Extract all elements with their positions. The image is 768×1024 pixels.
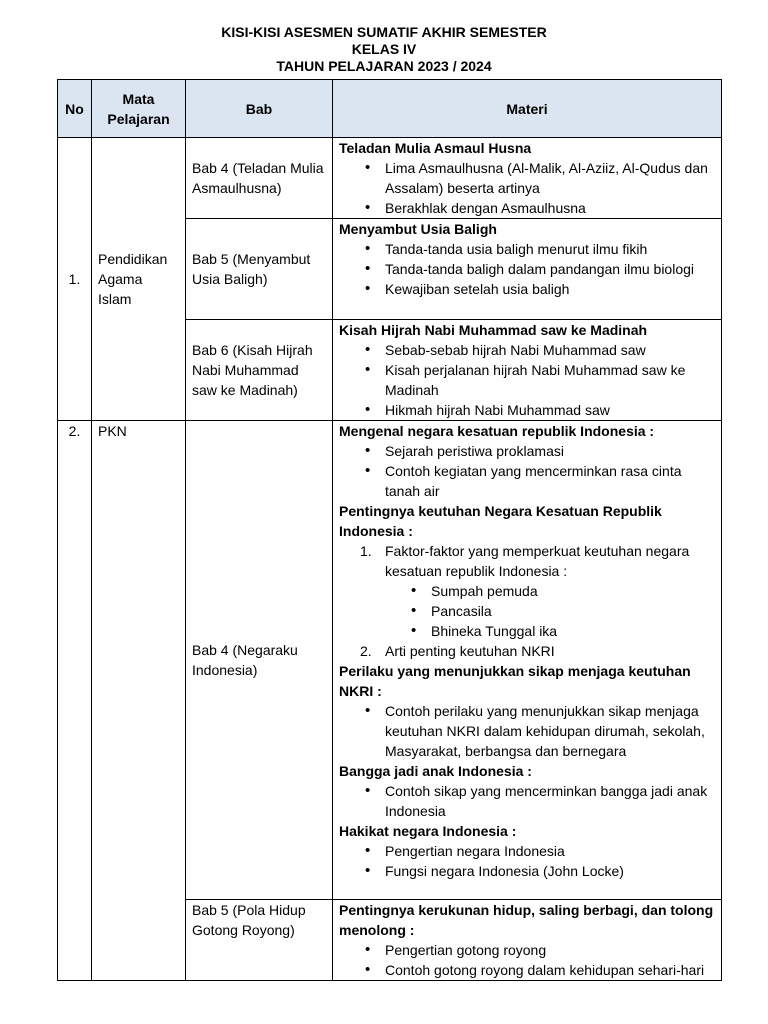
bab-cell: Bab 6 (Kisah Hijrah Nabi Muhammad saw ke Madinah) <box>186 320 333 421</box>
materi-heading: Bangga jadi anak Indonesia : <box>339 763 532 779</box>
list-item: • Contoh perilaku yang menunjukkan sikap menjaga keutuhan NKRI dalam kehidupan dirumah, sekolah, Masyarakat, berbangsa dan bernegara <box>339 701 715 761</box>
materi-cell <box>333 219 722 320</box>
list-item: • Pengertian gotong royong <box>339 940 715 960</box>
list-number: 2. <box>360 643 372 659</box>
sub-list-wrapper <box>339 581 715 641</box>
document-title <box>0 24 768 75</box>
materi-heading: Hakikat negara Indonesia : <box>339 823 517 839</box>
list-item: • Bhineka Tunggal ika <box>339 621 715 641</box>
list-item: • Sebab-sebab hijrah Nabi Muhammad saw <box>339 340 715 360</box>
materi-list <box>339 239 715 299</box>
list-item <box>339 541 715 581</box>
bab-cell: Bab 5 (Pola Hidup Gotong Royong) <box>186 900 333 981</box>
table-header-row <box>58 80 722 138</box>
bab-cell: Bab 5 (Menyambut Usia Baligh) <box>186 219 333 320</box>
title-line-1: KISI-KISI ASESMEN SUMATIF AKHIR SEMESTER <box>221 24 547 40</box>
title-line-2: KELAS IV <box>351 41 417 57</box>
materi-sub-list <box>339 581 715 641</box>
materi-heading: Pentingnya keutuhan Negara Kesatuan Republik Indonesia : <box>339 503 662 539</box>
row-number: 1. <box>58 138 92 421</box>
materi-heading: Pentingnya kerukunan hidup, saling berbagi, dan tolong menolong : <box>339 902 714 938</box>
materi-list <box>339 781 715 821</box>
list-item: • Kisah perjalanan hijrah Nabi Muhammad saw ke Madinah <box>339 360 715 400</box>
list-item: • Sumpah pemuda <box>339 581 715 601</box>
materi-heading: Teladan Mulia Asmaul Husna <box>339 140 532 156</box>
materi-list <box>339 841 715 881</box>
list-item: • Contoh gotong royong dalam kehidupan sehari-hari <box>339 960 715 980</box>
table-row <box>58 421 722 900</box>
list-item: • Pengertian negara Indonesia <box>339 841 715 861</box>
list-item-text: Arti penting keutuhan NKRI <box>385 643 555 659</box>
subject-cell: Pendidikan Agama Islam <box>92 138 186 421</box>
list-item: • Hikmah hijrah Nabi Muhammad saw <box>339 400 715 420</box>
materi-list <box>339 940 715 980</box>
materi-heading: Mengenal negara kesatuan republik Indonesia : <box>339 423 655 439</box>
bab-cell: Bab 4 (Negaraku Indonesia) <box>186 421 333 900</box>
materi-list <box>339 340 715 420</box>
bab-cell: Bab 4 (Teladan Mulia Asmaulhusna) <box>186 138 333 219</box>
spacer <box>339 881 715 899</box>
header-no: No <box>58 80 92 138</box>
materi-list <box>339 701 715 761</box>
list-number: 1. <box>360 543 372 559</box>
materi-cell <box>333 320 722 421</box>
materi-cell <box>333 421 722 900</box>
list-item <box>339 641 715 661</box>
header-mata-pelajaran: Mata Pelajaran <box>92 80 186 138</box>
list-item-text: Faktor-faktor yang memperkuat keutuhan negara kesatuan republik Indonesia : <box>385 543 690 579</box>
list-item: • Tanda-tanda baligh dalam pandangan ilmu biologi <box>339 259 715 279</box>
materi-cell <box>333 138 722 219</box>
header-materi: Materi <box>333 80 722 138</box>
list-item: • Berakhlak dengan Asmaulhusna <box>339 198 715 218</box>
materi-cell <box>333 900 722 981</box>
list-item: • Contoh sikap yang mencerminkan bangga jadi anak Indonesia <box>339 781 715 821</box>
materi-list <box>339 441 715 501</box>
list-item: • Sejarah peristiwa proklamasi <box>339 441 715 461</box>
materi-heading: Perilaku yang menunjukkan sikap menjaga keutuhan NKRI : <box>339 663 691 699</box>
materi-numbered-list <box>339 541 715 661</box>
list-item: • Lima Asmaulhusna (Al-Malik, Al-Aziiz, Al-Qudus dan Assalam) beserta artinya <box>339 158 715 198</box>
table-row <box>58 138 722 219</box>
list-item: • Pancasila <box>339 601 715 621</box>
materi-heading: Kisah Hijrah Nabi Muhammad saw ke Madinah <box>339 322 648 338</box>
list-item: • Tanda-tanda usia baligh menurut ilmu fikih <box>339 239 715 259</box>
list-item: • Kewajiban setelah usia baligh <box>339 279 715 299</box>
row-number: 2. <box>58 421 92 981</box>
materi-heading: Menyambut Usia Baligh <box>339 221 497 237</box>
subject-cell: PKN <box>92 421 186 981</box>
kisi-kisi-table <box>57 79 722 981</box>
list-item: • Fungsi negara Indonesia (John Locke) <box>339 861 715 881</box>
list-item: • Contoh kegiatan yang mencerminkan rasa cinta tanah air <box>339 461 715 501</box>
title-line-3: TAHUN PELAJARAN 2023 / 2024 <box>276 58 492 74</box>
header-bab: Bab <box>186 80 333 138</box>
materi-list <box>339 158 715 218</box>
